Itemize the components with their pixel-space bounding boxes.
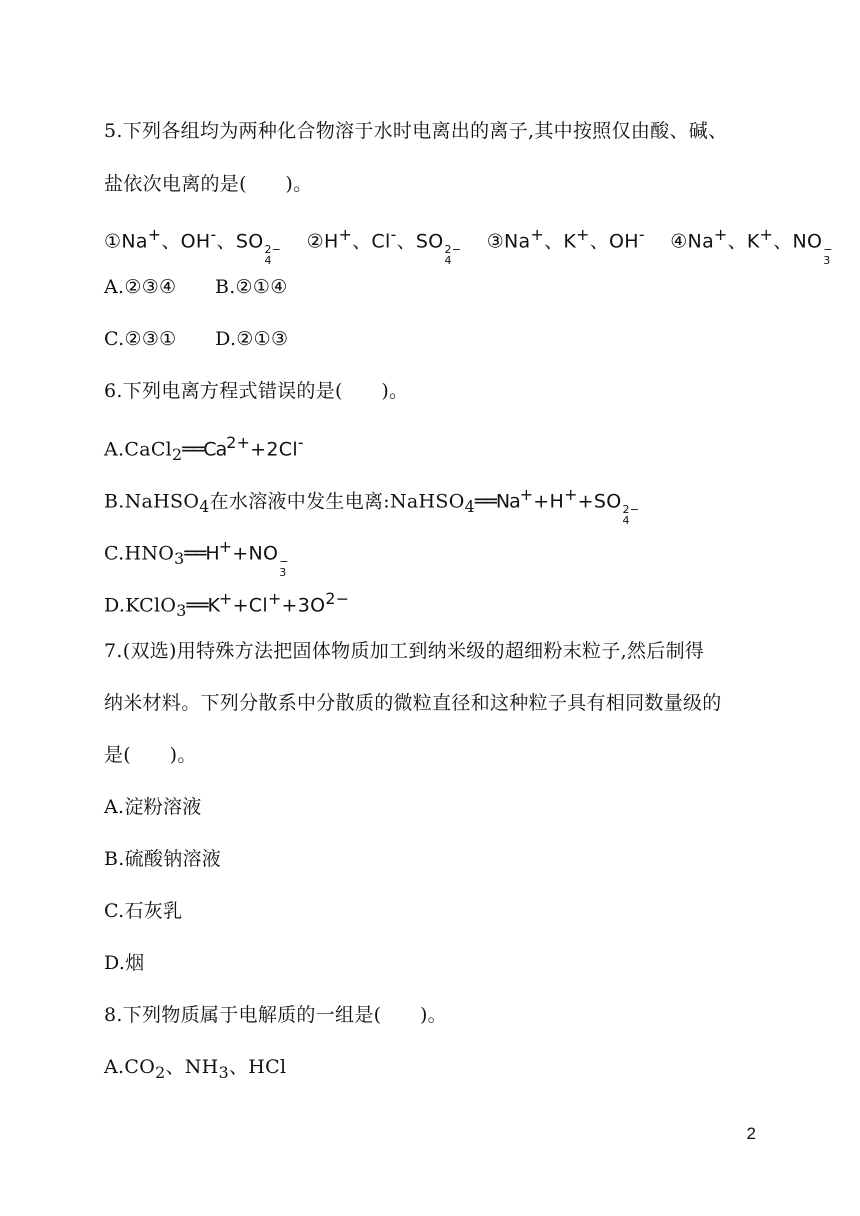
subscript: 2 <box>155 1062 166 1082</box>
charge-stack <box>279 556 289 578</box>
q7-option-b: B.硫酸钠溶液 <box>104 848 222 870</box>
subscript: 4 <box>199 497 210 517</box>
q7-option-a: A.淀粉溶液 <box>104 796 202 818</box>
q5-options-ab: A.②③④ B.②①④ <box>104 276 288 298</box>
superscript: + <box>219 589 233 608</box>
superscript: + <box>338 225 353 244</box>
subscript: 4 <box>264 254 272 268</box>
superscript: − <box>823 243 833 257</box>
ion-text: 、K <box>544 230 577 253</box>
superscript: - <box>638 225 645 244</box>
text: ══H <box>184 542 219 565</box>
text: A.CO <box>104 1056 156 1078</box>
text: ══K <box>186 594 219 617</box>
subscript: 4 <box>464 497 475 517</box>
superscript: - <box>390 225 397 244</box>
page-number: 2 <box>746 1124 756 1143</box>
superscript: + <box>714 225 728 244</box>
text: D.KClO <box>104 594 177 617</box>
subscript: 3 <box>174 549 185 569</box>
q7-option-d: D.烟 <box>104 952 145 974</box>
q5-options-cd: C.②③① D.②①③ <box>104 328 289 350</box>
text: ══Ca <box>182 438 227 461</box>
q8-stem: 8.下列物质属于电解质的一组是( )。 <box>104 1004 447 1026</box>
charge-stack <box>623 504 640 526</box>
ion-text: ②H <box>306 230 339 253</box>
q7-option-c: C.石灰乳 <box>104 900 183 922</box>
text: 、HCl <box>228 1056 287 1078</box>
text: +SO <box>577 490 622 513</box>
ion-text: ④Na <box>670 230 715 253</box>
q7-stem-line1: 7.(双选)用特殊方法把固体物质加工到纳米级的超细粉末粒子,然后制得 <box>104 640 705 662</box>
subscript: 2 <box>172 445 183 465</box>
q5-stem-line2: 盐依次电离的是( )。 <box>104 173 313 195</box>
superscript: - <box>297 433 304 452</box>
text: 、NH <box>165 1056 219 1078</box>
q5-stem-line1: 5.下列各组均为两种化合物溶于水时电离出的离子,其中按照仅由酸、碱、 <box>104 120 728 142</box>
ion-text: ③Na <box>486 230 531 253</box>
charge-stack <box>823 244 833 266</box>
superscript: - <box>210 225 217 244</box>
superscript: 2+ <box>226 433 251 452</box>
subscript: 4 <box>444 254 452 268</box>
ion-text: 、K <box>727 230 760 253</box>
superscript: + <box>759 225 774 244</box>
q8-option-a <box>104 1054 286 1086</box>
superscript: 2− <box>325 589 350 608</box>
superscript: + <box>218 537 233 556</box>
text: C.HNO <box>104 542 175 565</box>
superscript: + <box>530 225 545 244</box>
q6-option-d <box>104 586 349 624</box>
text: A.CaCl <box>104 438 173 461</box>
ion-text: 、SO <box>396 230 444 253</box>
subscript: 4 <box>622 514 630 528</box>
superscript: + <box>519 485 534 504</box>
q5-ion-groups <box>104 222 833 266</box>
ion-text: 、NO <box>773 230 823 253</box>
superscript: 2− <box>264 243 282 257</box>
text: +NO <box>232 542 279 565</box>
charge-stack <box>264 244 281 266</box>
charge-stack <box>445 244 462 266</box>
ion-text: 、OH <box>589 230 639 253</box>
q7-stem-line2: 纳米材料。下列分散系中分散质的微粒直径和这种粒子具有相同数量级的 <box>104 692 722 714</box>
subscript: 3 <box>823 254 831 268</box>
ion-text: ①Na <box>104 230 148 253</box>
subscript: 3 <box>279 566 287 580</box>
text: +H <box>533 490 565 513</box>
superscript: 2− <box>622 503 640 517</box>
text: B.NaHSO <box>104 490 200 513</box>
superscript: − <box>279 555 289 569</box>
text: +2Cl <box>250 438 298 461</box>
superscript: 2− <box>444 243 462 257</box>
superscript: + <box>576 225 590 244</box>
q6-option-b <box>104 482 639 526</box>
superscript: + <box>564 485 578 504</box>
q6-option-a <box>104 430 304 468</box>
subscript: 3 <box>218 1062 229 1082</box>
text: ══Na <box>475 490 520 513</box>
superscript: + <box>267 589 282 608</box>
text: 在水溶液中发生电离:NaHSO <box>209 490 465 513</box>
ion-text: 、SO <box>216 230 264 253</box>
text: +3O <box>281 594 326 617</box>
ion-text: 、Cl <box>352 230 391 253</box>
q6-stem: 6.下列电离方程式错误的是( )。 <box>104 380 409 402</box>
text: +Cl <box>232 594 268 617</box>
q7-stem-line3: 是( )。 <box>104 744 197 766</box>
ion-text: 、OH <box>161 230 211 253</box>
q6-option-c <box>104 534 289 578</box>
subscript: 3 <box>176 601 187 621</box>
superscript: + <box>147 225 162 244</box>
